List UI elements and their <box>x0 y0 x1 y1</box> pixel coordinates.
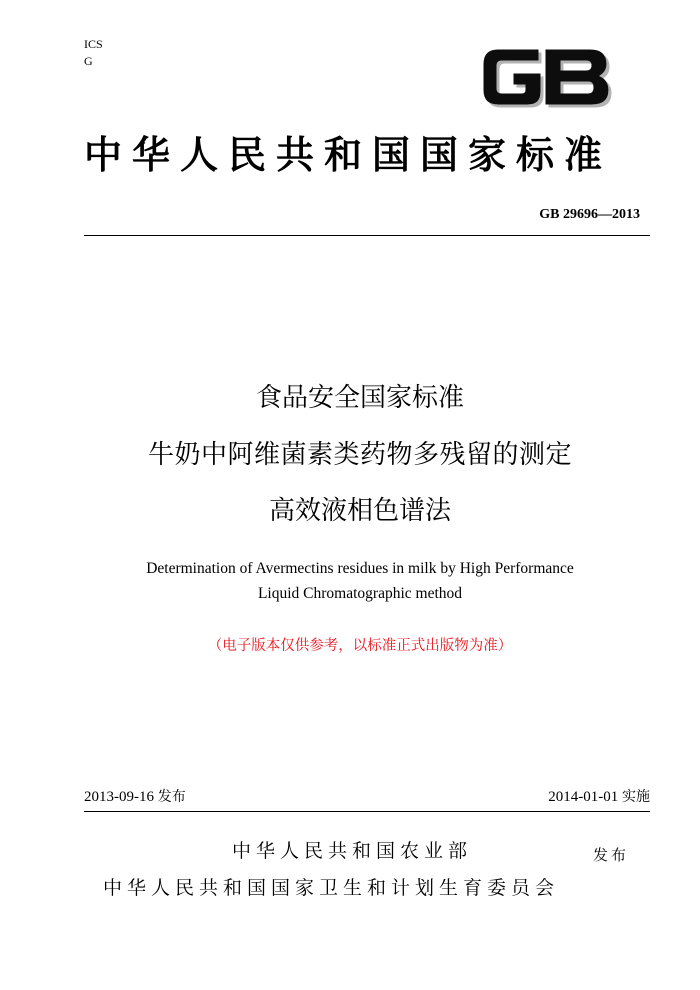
cn-title-line1: 食品安全国家标准 <box>255 383 464 413</box>
ics-label: ICS <box>84 37 103 51</box>
cn-title-line3: 高效液相色谱法 <box>268 496 451 526</box>
bottom-divider <box>84 811 650 812</box>
issuers-issue-word: 发布 <box>593 846 630 864</box>
issuer-health-commission: 中华人民共和国国家卫生和计划生育委员会 <box>103 877 560 899</box>
top-divider <box>84 235 650 236</box>
cn-title-line2: 牛奶中阿维菌素类药物多残留的测定 <box>147 440 572 470</box>
gb-logo-graphic <box>480 42 612 112</box>
implement-date-word: 实施 <box>622 789 650 805</box>
implement-date: 2014-01-01 <box>548 789 619 805</box>
national-standard-title: 中华人民共和国国家标准 <box>84 133 613 177</box>
issue-date-word: 发布 <box>157 789 186 805</box>
standard-number: GB 29696—2013 <box>539 207 640 222</box>
ics-block <box>84 36 103 70</box>
electronic-version-notice: （电子版本仅供参考，以标准正式出版物为准） <box>207 638 513 654</box>
issuer-ministry-agriculture: 中华人民共和国农业部 <box>232 840 473 862</box>
implement-date-block <box>548 787 650 807</box>
classification-label: G <box>84 54 93 68</box>
issue-date: 2013-09-16 <box>84 789 154 805</box>
en-title-line2: Liquid Chromatographic method <box>257 585 463 602</box>
en-title-line1: Determination of Avermectins residues in milk by High Performance <box>146 560 574 577</box>
gb-logo <box>480 42 612 112</box>
issue-date-block <box>84 787 186 807</box>
